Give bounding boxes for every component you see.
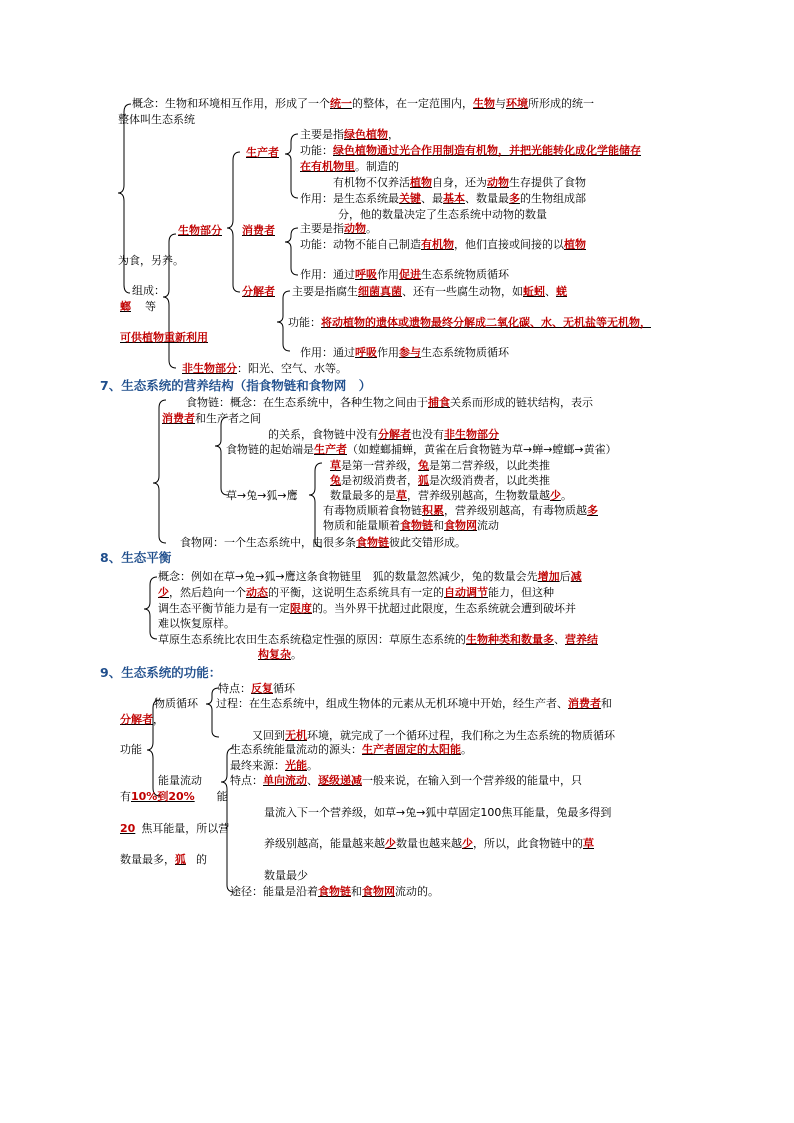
answer: 参与 <box>399 346 421 359</box>
text: ，他们直接或间接的以 <box>454 238 564 251</box>
balance-concept <box>158 570 582 584</box>
producer-function <box>300 144 641 158</box>
text: ，所以，此食物链中的 <box>473 837 583 850</box>
consumer-role <box>300 268 509 282</box>
balance-concept-line2 <box>158 586 554 600</box>
energy-feature-line5 <box>264 837 594 851</box>
ecosystem-concept-line2: 整体叫生态系统 <box>118 113 195 126</box>
text: 焦耳能量，所以营 <box>141 822 230 835</box>
text: 生存提供了食物 <box>509 176 586 189</box>
answer: 蚯蚓 <box>523 285 545 298</box>
text: 数量最多， <box>120 853 175 866</box>
text: 有毒物质顺着食物链 <box>323 504 422 517</box>
producer-role-line2: 分，他的数量决定了生态系统中动物的数量 <box>338 208 547 221</box>
concept-text: 与 <box>495 97 506 110</box>
text: 流动的。 <box>395 885 439 898</box>
answer: 有机物 <box>421 238 454 251</box>
answer: 细菌真菌 <box>358 285 402 298</box>
answer: 生物种类和数量多 <box>466 633 554 646</box>
answer: 分解者 <box>242 285 275 298</box>
nonbio-part <box>182 362 347 376</box>
text: 、 <box>307 774 318 787</box>
bio-part-label <box>178 224 222 238</box>
answer: 生产者 <box>314 443 347 456</box>
text: 养级别越高，能量越来越 <box>264 837 385 850</box>
text: ， <box>153 713 164 726</box>
answer: 营养结 <box>565 633 598 646</box>
energy-final-source <box>230 759 318 773</box>
text: 和 <box>351 885 362 898</box>
grassland-stability <box>158 633 598 647</box>
text: 调生态平衡节能力是有一定 <box>158 602 290 615</box>
answer: 草 <box>583 837 594 850</box>
section-9-heading: 9、生态系统的功能： <box>100 665 222 680</box>
text: 也没有 <box>411 428 444 441</box>
composition-label: 组成： <box>132 284 165 297</box>
answer: 食物链 <box>400 519 433 532</box>
text: 自身，还为 <box>432 176 487 189</box>
text: 彼此交错形成。 <box>389 536 466 549</box>
text: 和 <box>433 519 444 532</box>
text: 。 <box>366 222 377 235</box>
text: 作用 <box>377 346 399 359</box>
balance-concept-line3 <box>158 602 576 616</box>
text: 有机物不仅养活 <box>333 176 410 189</box>
answer: 逐级递减 <box>318 774 362 787</box>
answer: 分解者 <box>378 428 411 441</box>
answer: 食物网 <box>362 885 395 898</box>
material-process <box>216 697 612 711</box>
text: 是次级消费者，以此类推 <box>429 474 550 487</box>
text: 途径：能量是沿着 <box>230 885 318 898</box>
consumer-function <box>300 238 586 252</box>
answer: 捕食 <box>428 396 450 409</box>
chain-example: 草→兔→狐→鹰 <box>226 489 298 502</box>
text: 和 <box>601 697 612 710</box>
answer: 环境 <box>506 97 528 110</box>
answer: 动物 <box>344 222 366 235</box>
function-label: 功能 <box>120 743 142 756</box>
decomposer-main <box>292 285 567 299</box>
answer: 基本 <box>443 192 465 205</box>
answer: 食物网 <box>444 519 477 532</box>
answer: 植物 <box>564 238 586 251</box>
text: 环境，就完成了一个循环过程，我们称之为生态系统的物质循环 <box>307 729 615 742</box>
text: 食物链的起始端是 <box>226 443 314 456</box>
consumer-food-line: 为食，另养。 <box>118 254 184 267</box>
answer: 植物 <box>410 176 432 189</box>
text: 草原生态系统比农田生态系统稳定性强的原因：草原生态系统的 <box>158 633 466 646</box>
food-chain-concept-line2 <box>162 412 261 426</box>
answer: 单向流动 <box>263 774 307 787</box>
text: （如螳螂捕蝉，黄雀在后食物链为草→蝉→螳螂→黄雀） <box>347 443 617 456</box>
energy-feature-line3: 量流入下一个营养级，如草→兔→狐中草固定100焦耳能量，兔最多得到 <box>264 806 612 819</box>
concept-text: 概念：生物和环境相互作用，形成了一个 <box>132 97 330 110</box>
chain-example-level1 <box>330 459 550 473</box>
text: ， <box>388 128 399 141</box>
text: 作用：通过 <box>300 268 355 281</box>
producer-function-line3 <box>333 176 586 190</box>
answer: 无机 <box>285 729 307 742</box>
answer: 10%到20% <box>131 790 195 803</box>
text: 一般来说，在输入到一个营养级的能量中，只 <box>362 774 582 787</box>
answer: 兔 <box>418 459 429 472</box>
energy-feature-line2 <box>120 790 228 804</box>
section-8-heading: 8、生态平衡 <box>100 550 172 565</box>
answer: 草 <box>330 459 341 472</box>
answer: 促进 <box>399 268 421 281</box>
text: 、 <box>554 633 565 646</box>
answer: 兔 <box>330 474 341 487</box>
energy-source <box>230 743 472 757</box>
consumer-main <box>300 222 377 236</box>
answer: 反复 <box>251 682 273 695</box>
material-cycle-label: 物质循环 <box>154 697 198 710</box>
text: 数量也越来越 <box>396 837 462 850</box>
decomposer-function <box>288 316 651 330</box>
answer: 消费者 <box>242 224 275 237</box>
answer: 草 <box>396 489 407 502</box>
text: 生态系统物质循环 <box>421 268 509 281</box>
decomposer-main-line2 <box>120 300 156 314</box>
answer: 蜣 <box>556 285 567 298</box>
answer: 少 <box>462 837 473 850</box>
producer-main <box>300 128 399 142</box>
text: 有 <box>120 790 131 803</box>
text: 能力，但这种 <box>488 586 554 599</box>
concept-text: 所形成的统一 <box>528 97 594 110</box>
answer: 生产者 <box>246 146 279 159</box>
answer: 非生物部分 <box>444 428 499 441</box>
text: 最终来源： <box>230 759 285 772</box>
chain-example-count <box>330 489 572 503</box>
text: 是第二营养级，以此类推 <box>429 459 550 472</box>
answer: 减 <box>570 570 582 583</box>
answer: 绿色植物 <box>344 128 388 141</box>
decomposer-function-line2 <box>120 331 208 345</box>
energy-feature <box>230 774 582 788</box>
answer: 少 <box>550 489 561 502</box>
chain-example-toxins <box>323 504 598 518</box>
text: 等 <box>145 300 156 313</box>
answer: 自动调节 <box>444 586 488 599</box>
answer: 增加 <box>537 570 560 583</box>
text: ，营养级别越高，生物数量越 <box>407 489 550 502</box>
energy-pathway <box>230 885 439 899</box>
text: 生态系统能量流动的源头： <box>230 743 362 756</box>
text: 的。当外界干扰超过此限度，生态系统就会遭到破坏并 <box>312 602 576 615</box>
text: 又回到 <box>252 729 285 742</box>
text: 的平衡，这说明生态系统具有一定的 <box>268 586 444 599</box>
answer: 光能 <box>285 759 307 772</box>
answer: 少 <box>385 837 396 850</box>
energy-flow-label: 能量流动 <box>158 774 202 787</box>
text: 。 <box>291 648 302 661</box>
answer: 狐 <box>175 853 186 866</box>
material-feature <box>218 682 295 696</box>
answer: 统一 <box>330 97 352 110</box>
producer-role <box>300 192 586 206</box>
text: 作用：是生态系统最 <box>300 192 399 205</box>
decomposer-label <box>242 285 275 299</box>
text: 、最 <box>421 192 443 205</box>
text: 作用：通过 <box>300 346 355 359</box>
text: 。 <box>561 489 572 502</box>
grassland-stability-line2 <box>258 648 302 662</box>
answer: 少 <box>158 586 169 599</box>
text: 食物网：一个生态系统中，由很多条 <box>180 536 356 549</box>
answer: 呼吸 <box>355 268 377 281</box>
text: 数量最多的是 <box>330 489 396 502</box>
answer: 消费者 <box>568 697 601 710</box>
text: 是第一营养级， <box>341 459 418 472</box>
answer: 生物 <box>473 97 495 110</box>
answer: 可供植物重新利用 <box>120 331 208 344</box>
answer: 分解者 <box>120 713 153 726</box>
producer-label <box>246 146 279 160</box>
text: 、还有一些腐生动物，如 <box>402 285 523 298</box>
answer: 将动植物的遗体或遗物最终分解成二氧化碳、水、无机盐等无机物， <box>321 316 651 329</box>
text: 生态系统物质循环 <box>421 346 509 359</box>
food-chain-concept <box>186 396 593 410</box>
answer: 动物 <box>487 176 509 189</box>
section-7-heading: 7、生态系统的营养结构（指食物链和食物网 ） <box>100 378 372 393</box>
answer: 20 <box>120 822 136 835</box>
text: 后 <box>559 570 571 583</box>
producer-function-line2 <box>300 160 399 174</box>
food-chain-concept-line3 <box>268 428 499 442</box>
answer: 狐 <box>418 474 429 487</box>
text: ，然后趋向一个 <box>169 586 246 599</box>
answer: 生产者固定的太阳能 <box>362 743 461 756</box>
balance-concept-line4: 难以恢复原样。 <box>158 617 235 630</box>
text: 能 <box>216 790 228 803</box>
energy-feature-line4 <box>120 822 229 836</box>
answer: 动态 <box>246 586 268 599</box>
text: 概念：例如在草→兔→狐→鹰这条食物链里 狐的数量忽然减少，兔的数量会先 <box>158 570 538 583</box>
decomposer-role <box>300 346 509 360</box>
text: 、数量最 <box>465 192 509 205</box>
answer: 食物链 <box>356 536 389 549</box>
text: 。制造的 <box>355 160 399 173</box>
text: 是初级消费者， <box>341 474 418 487</box>
ecosystem-concept <box>132 97 594 111</box>
food-chain-start <box>226 443 617 457</box>
text: ：阳光、空气、水等。 <box>237 362 347 375</box>
text: ，营养级别越高，有毒物质越 <box>444 504 587 517</box>
answer: 消费者 <box>162 412 195 425</box>
text: 和生产者之间 <box>195 412 261 425</box>
text: 。 <box>461 743 472 756</box>
text: 特点： <box>230 774 263 787</box>
text: 食物链：概念：在生态系统中，各种生物之间由于 <box>186 396 428 409</box>
answer: 螂 <box>120 300 131 313</box>
text: 、 <box>545 285 556 298</box>
text: 的生物组成部 <box>520 192 586 205</box>
text: 作用 <box>377 268 399 281</box>
text: 物质和能量顺着 <box>323 519 400 532</box>
text: 功能：动物不能自己制造 <box>300 238 421 251</box>
answer: 生物部分 <box>178 224 222 237</box>
text: 主要是指腐生 <box>292 285 358 298</box>
answer: 关键 <box>399 192 421 205</box>
answer: 非生物部分 <box>182 362 237 375</box>
text: 循环 <box>273 682 295 695</box>
text: 主要是指 <box>300 222 344 235</box>
text: 特点： <box>218 682 251 695</box>
text: 功能： <box>300 144 333 157</box>
energy-feature-line7: 数量最少 <box>264 869 308 882</box>
text: 。 <box>307 759 318 772</box>
text: 过程：在生态系统中，组成生物体的元素从无机环境中开始，经生产者、 <box>216 697 568 710</box>
text: 关系而形成的链状结构，表示 <box>450 396 593 409</box>
text: 流动 <box>477 519 499 532</box>
material-process-line3 <box>252 729 615 743</box>
consumer-label <box>242 224 275 238</box>
answer: 呼吸 <box>355 346 377 359</box>
text: 的关系，食物链中没有 <box>268 428 378 441</box>
concept-text: 的整体，在一定范围内， <box>352 97 473 110</box>
answer: 食物链 <box>318 885 351 898</box>
chain-example-flow <box>323 519 499 533</box>
answer: 构复杂 <box>258 648 291 661</box>
chain-example-level2 <box>330 474 550 488</box>
energy-feature-line6 <box>120 853 207 867</box>
food-web <box>180 536 466 550</box>
answer: 多 <box>509 192 520 205</box>
text: 的 <box>196 853 207 866</box>
text: 功能： <box>288 316 321 329</box>
answer: 多 <box>587 504 598 517</box>
answer: 在有机物里 <box>300 160 355 173</box>
answer: 限度 <box>290 602 312 615</box>
material-process-line2 <box>120 713 164 727</box>
answer: 绿色植物通过光合作用制造有机物，并把光能转化成化学能储存 <box>333 144 641 157</box>
text: 主要是指 <box>300 128 344 141</box>
answer: 积累 <box>422 504 444 517</box>
